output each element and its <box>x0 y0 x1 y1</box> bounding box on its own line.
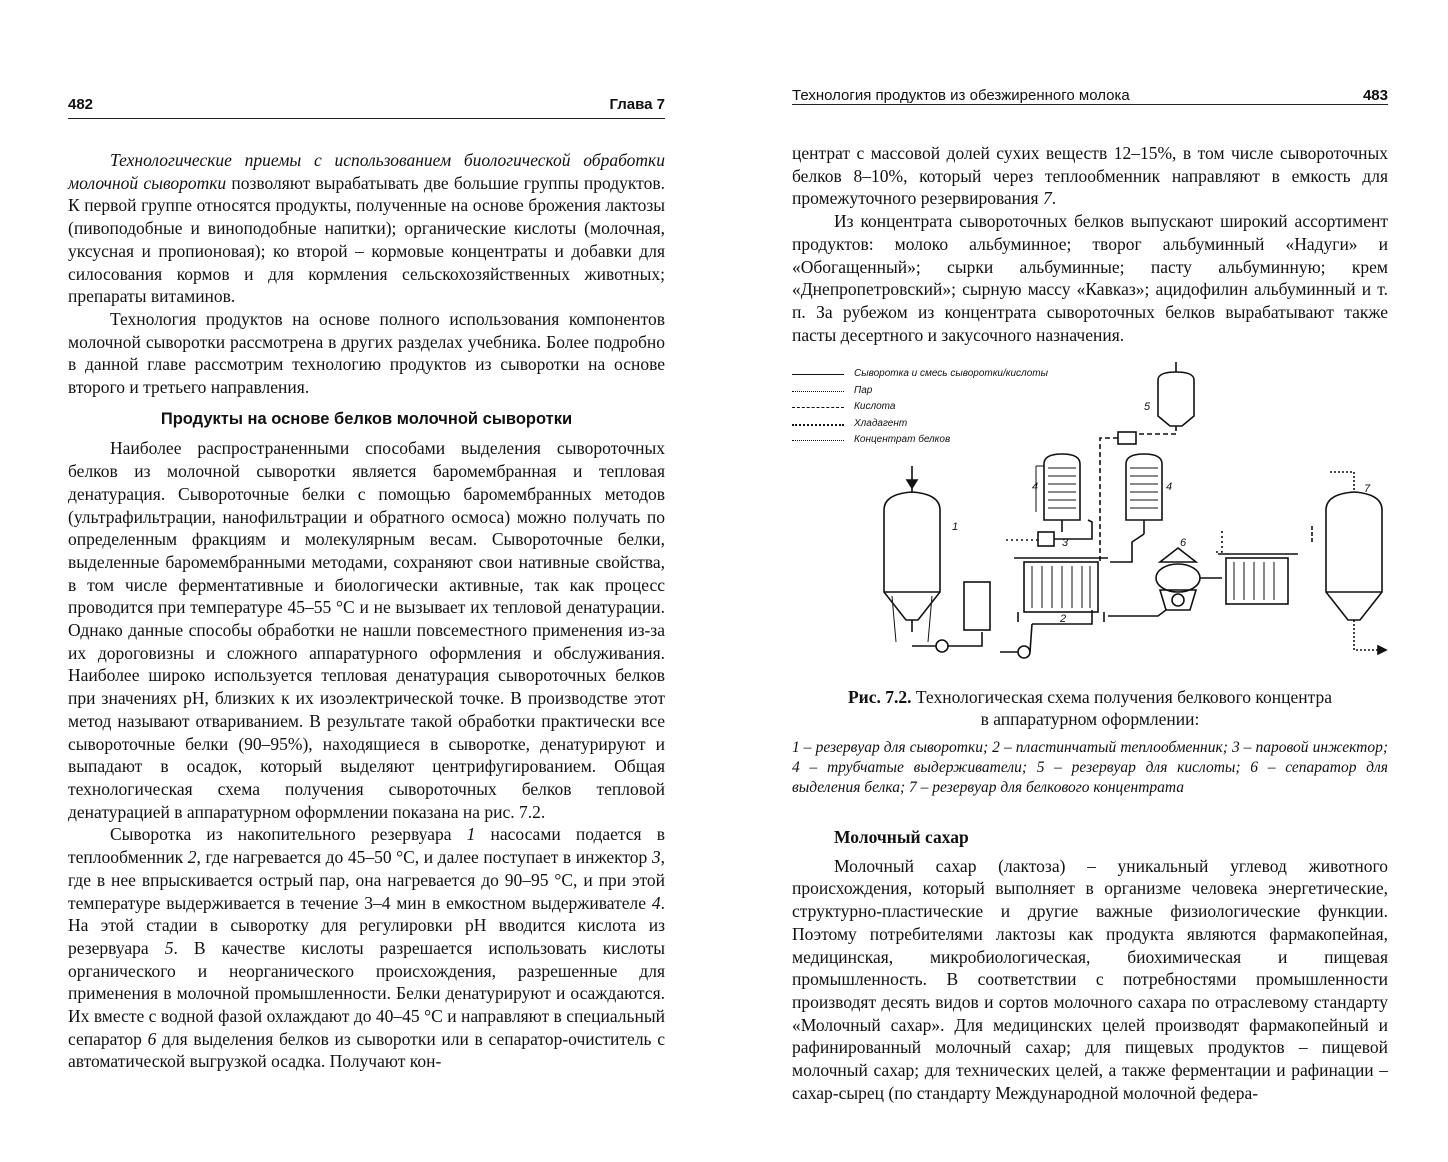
ref-number: 4 <box>651 892 661 913</box>
steam-injector-3 <box>1006 520 1092 546</box>
caption-line-2: в аппаратурном оформлении: <box>980 709 1200 729</box>
label-7: 7 <box>1364 483 1371 495</box>
ref-number: 7 <box>1042 188 1052 209</box>
paragraph-full-use: Технология продуктов на основе полного использования компонентов молочной сыворотки рассмотрена в других разделах учебника. Более подробно в данной главе рассмотрим технологию продуктов из сыворотки на основе второго и третьего направления. <box>68 308 665 398</box>
paragraph-assortment: Из концентрата сывороточных белков выпускают широкий ассортимент продуктов: молоко альбуминное; творог альбуминный «Надуги» и «Обогащенный»; сырки альбуминные; пасту альбуминную; крем «Днепропетровский»; сырную массу «Кавказ»; ацидофилин альбуминный и т. п. За рубежом из концентрата сывороточных белков вырабатывают также пасты десертного и закусочного назначения. <box>792 211 1388 345</box>
ref-number: 6 <box>147 1028 157 1049</box>
section-heading-milk-sugar: Молочный сахар <box>834 827 969 847</box>
whey-tank-1 <box>884 466 940 642</box>
page-number-right: 483 <box>1362 87 1388 104</box>
legend-label: Хладагент <box>854 417 908 429</box>
acid-tank-5 <box>1100 362 1194 562</box>
text-run: Сыворотка из накопительного резервуара <box>110 824 467 845</box>
legend-label: Пар <box>854 384 873 396</box>
pumps-and-vessels <box>912 534 1166 658</box>
left-page-body <box>68 149 665 1073</box>
paragraph-lactose: Молочный сахар (лактоза) – уникальный углевод животного происхождения, который выполняет в организме человека энергетические, структурно-пластические и другие важные физиологические функции. Поэтому потребителями лактозы как продукта являются фармакопейная, медицинская, микробиологическая, биохимическая и пищевая промышленность. В соответствии с потребностями промышленности производят десять видов и сортов молочного сахара по отраслевому стандарту «Молочный сахар». Для медицинских целей производят фармакопейный и рафинированный молочный сахар; для пищевых продуктов – пищевой молочный сахар; для технических целей, а также ферментации и рафинации – сахар-сырец (по стандарту Международной молочной федера- <box>792 855 1388 1103</box>
label-4-right: 4 <box>1166 481 1173 493</box>
section-heading-whey-proteins: Продукты на основе белков молочной сыворотки <box>160 409 573 428</box>
holding-tube-left <box>1036 454 1080 532</box>
caption-text: Технологическая схема получения белкового концентра <box>911 687 1333 707</box>
left-page-header <box>68 86 665 119</box>
figure-caption-legend: 1 – резервуар для сыворотки; 2 – пластинчатый теплообменник; 3 – паровой инжектор; 4 – трубчатые выдерживатели; 5 – резервуар для кислоты; 6 – сепаратор для выделения белка; 7 – резервуар для белкового концентрата <box>792 739 1388 796</box>
right-page-body-bottom <box>792 814 1388 1104</box>
legend-label: Кислота <box>854 401 896 412</box>
text-run: центрат с массовой долей сухих веществ 12–15%, в том числе сывороточных белков 8–10%, который через теплообменник направляют в емкость для промежуточного резервирования <box>792 143 1388 209</box>
label-1: 1 <box>952 521 959 533</box>
concentrate-heat-exchanger <box>1216 530 1298 604</box>
holding-tube-right <box>1126 454 1162 534</box>
running-title-right: Технология продуктов из обезжиренного молока <box>792 87 1130 104</box>
italic-lead-phrase: Технологические приемы с использованием биологической обработки молочной сыворотки <box>68 150 665 193</box>
ref-number: 5 <box>164 937 174 958</box>
concentrate-tank-7 <box>1312 472 1386 654</box>
text-run: . <box>1051 188 1057 209</box>
ref-number: 2 <box>187 847 197 868</box>
label-3: 3 <box>1062 537 1069 549</box>
label-5: 5 <box>1144 401 1151 413</box>
figure-process-scheme <box>792 362 1388 662</box>
text-run: , где в нее впрыскивается острый пар, она нагревается до 90–95 °С, и при этой температуре выдерживается в течение 3–4 мин в емкостном выдерживателе <box>68 847 665 913</box>
paragraph-denaturation-methods: Наиболее распространенными способами выделения сывороточных белков из молочной сыворотки является баромембранная и тепловая денатурация. Сывороточные белки с помощью баромембранных методов (ультрафильтрации, нанофильтрации и обратного осмоса) можно получать по определенным фракциям и молекулярным весам. Сывороточные белки, выделенные баромембранными методами, сохраняют свои нативные свойства, в том числе ферментативные и биологически активные, так как процесс проводится при температуре 45–55 °С и не вызывает их тепловой денатурации. Однако данные способы обработки не нашли повсеместного применения из-за их дороговизны и сложного аппаратурного оформления и обслуживания. Наиболее широко используется тепловая денатурация сывороточных белков при значениях pH, близких к их изоэлектрической точке. В производстве этот метод называют отвариванием. В результате такой обработки практически все сывороточные белки (90–95%), находящиеся в сыворотке, денатурируют и выпадают в осадок, который выделяют центрифугированием. Общая технологическая схема получения сывороточных белков тепловой денатурацией в аппаратурном оформлении показана на рис. 7.2. <box>68 438 665 822</box>
legend-label: Сыворотка и смесь сыворотки/кислоты <box>854 368 1048 379</box>
text-run: . В качестве кислоты разрешается использовать кислоты органического и неорганического происхождения, разрешенные для применения в молочной промышленности. Белки денатурируют и осаждаются. Их вместе с водной фазой охлаждают до 40–45 °С и направляют в специальный сепаратор <box>68 937 666 1049</box>
legend-label: Концентрат белков <box>854 434 951 445</box>
caption-figure-number: Рис. 7.2. <box>847 687 912 707</box>
right-page-body-top <box>792 142 1388 346</box>
text-run: . На этой стадии в сыворотку для регулировки pH вводится кислота из резервуара <box>68 892 665 958</box>
protein-separator-6 <box>1156 548 1222 610</box>
process-diagram <box>792 362 1388 662</box>
running-title-left: Глава 7 <box>609 96 665 113</box>
text-run: для выделения белков из сыворотки или в сепаратор-очиститель с автоматической выгрузкой осадка. Получают кон- <box>68 1028 665 1072</box>
paragraph-concentrate <box>792 142 1388 210</box>
label-4-left: 4 <box>1032 481 1039 493</box>
ref-number: 3 <box>651 847 661 868</box>
paragraph-process-description <box>68 823 665 1073</box>
right-page-header <box>792 80 1388 105</box>
ref-number: 1 <box>466 824 476 845</box>
caption-line-1 <box>792 686 1388 708</box>
paragraph-text: позволяют вырабатывать две большие группы продуктов. К первой группе относятся продукты, полученные на основе брожения лактозы (пивоподобные и виноподобные напитки); органические кислоты (молочная, уксусная и пропионовая); ко второй – кормовые концентраты и добавки для силосования кормов и для кормления сельскохозяйственных животных; препараты витаминов. <box>68 172 665 307</box>
text-run: насосами подается в теплообменник <box>68 824 665 868</box>
page-number-left: 482 <box>68 96 94 113</box>
figure-caption <box>792 686 1388 730</box>
label-6: 6 <box>1180 537 1187 549</box>
label-2: 2 <box>1060 613 1067 625</box>
paragraph-biological-processing <box>68 149 665 308</box>
text-run: , где нагревается до 45–50 °С, и далее поступает в инжектор <box>196 847 652 868</box>
